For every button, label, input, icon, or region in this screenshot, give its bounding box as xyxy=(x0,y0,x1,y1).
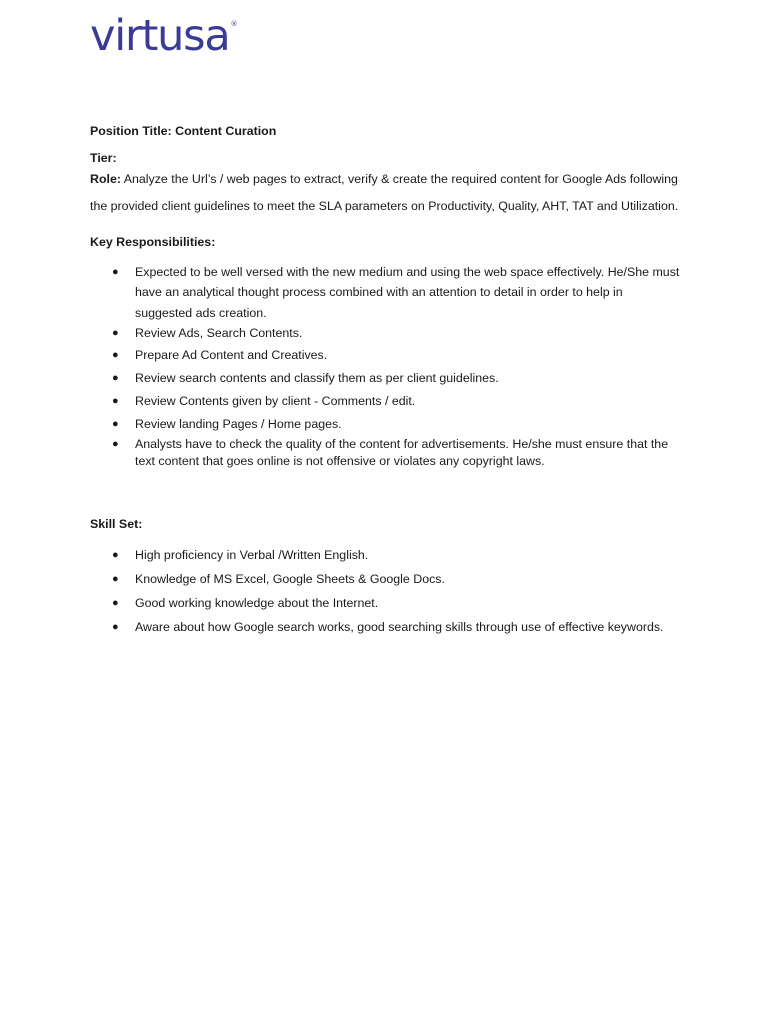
bullet-icon: ● xyxy=(112,620,119,633)
role-paragraph xyxy=(90,166,682,219)
position-title: Position Title: Content Curation xyxy=(90,124,277,138)
role-label: Role: xyxy=(90,172,121,186)
list-item: ● Good working knowledge about the Internet. xyxy=(90,593,682,613)
list-item: ● Expected to be well versed with the new medium and using the web space effectively. He/She must have an analytical thought process combined with an attention to detail in order to help in suggested ads creation. xyxy=(90,262,682,323)
virtusa-logo xyxy=(90,10,238,62)
bullet-icon: ● xyxy=(112,394,119,407)
bullet-icon: ● xyxy=(112,572,119,585)
skills-heading: Skill Set: xyxy=(90,516,143,531)
job-description xyxy=(90,122,682,641)
list-item: ● High proficiency in Verbal /Written English. xyxy=(90,545,682,565)
list-item: ● Analysts have to check the quality of the content for advertisements. He/she must ensure that the text content that goes online is not offensive or violates any copyright laws. xyxy=(112,436,669,468)
list-item: ● Review Contents given by client - Comments / edit. xyxy=(90,391,682,411)
bullet-icon: ● xyxy=(112,348,119,361)
tier-label: Tier: xyxy=(90,151,117,165)
bullet-icon: ● xyxy=(112,548,119,561)
skills-list xyxy=(90,545,682,637)
bullet-icon: ● xyxy=(112,266,119,278)
responsibilities-list xyxy=(90,262,682,470)
list-item: ● Aware about how Google search works, good searching skills through use of effective keywords. xyxy=(90,617,682,637)
list-item: ● Review landing Pages / Home pages. xyxy=(90,414,682,434)
bullet-icon: ● xyxy=(112,417,119,430)
list-item: ● Prepare Ad Content and Creatives. xyxy=(90,345,682,365)
list-item: ● Review search contents and classify them as per client guidelines. xyxy=(90,368,682,388)
bullet-icon: ● xyxy=(112,437,119,450)
role-text: Analyze the Url’s / web pages to extract, verify & create the required content for Google Ads following the provided client guidelines to meet the SLA parameters on Productivity, Quality, AHT, TAT and Utilization. xyxy=(90,172,679,213)
bullet-icon: ● xyxy=(112,371,119,384)
responsibilities-heading: Key Responsibilities: xyxy=(90,235,216,249)
list-item: ● Review Ads, Search Contents. xyxy=(112,325,303,340)
registered-mark: ® xyxy=(230,20,238,28)
list-item: ● Knowledge of MS Excel, Google Sheets & Google Docs. xyxy=(90,569,682,589)
bullet-icon: ● xyxy=(112,326,119,339)
bullet-icon: ● xyxy=(112,596,119,609)
logo-wordmark: virtusa xyxy=(90,11,230,61)
